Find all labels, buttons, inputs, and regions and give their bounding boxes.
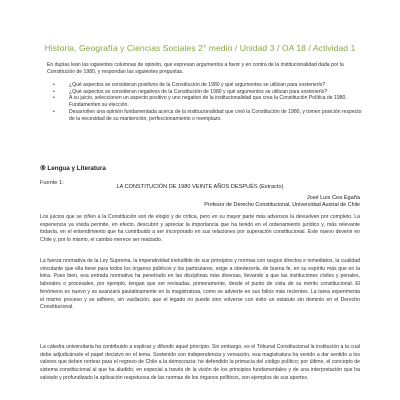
article-title: LA CONSTITUCIÓN DE 1980 VEINTE AÑOS DESPUÉS (Extracto) bbox=[116, 184, 284, 190]
activity-instructions: En duplas lean las siguientes columnas de opinión, que expresan argumentos a favor y en contra de la institucionalidad dada por la Constitución de 1980, y respondan las siguientes preguntas. bbox=[47, 62, 344, 75]
question-text: ¿Qué aspectos se consideran positivos de la Constitución de 1980 y qué argumentos se utilizan para sostenerlo? bbox=[69, 82, 326, 88]
author-name: José Luis Cea Egaña bbox=[306, 195, 360, 201]
page-title: Historia, Geografía y Ciencias Sociales 2° medio / Unidad 3 / OA 18 / Actividad 1 bbox=[44, 43, 356, 53]
bullet-icon: • bbox=[53, 108, 55, 115]
list-item bbox=[53, 89, 365, 96]
question-text: ¿Qué aspectos se consideran negativos de la Constitución de 1980 y qué argumentos se utilizan para sostenerlo? bbox=[69, 88, 328, 95]
bullet-icon: • bbox=[53, 88, 55, 95]
list-item bbox=[53, 95, 365, 108]
article-paragraph: La cátedra universitaria ha contribuido a explicar y difundir aquel principio. Sin embargo, es el Tribunal Constitucional la institución a la cual debe adjudicársele el papel decisivo en el tema. Sostenido con independencia y versación, esa magistratura ha venido a dar sentido a los valores que deben nortear para el regreso de Chile a la democracia: he defendido la primacía del código político; por último, el concepto de sistema constitucional al que ha aludido, en especial a través de la visión de los principios fundamentales y de una interpretación que ha salvado y profundizado la aplicación respetuosa de las normas de los órganos políticos, son ejemplos de sus aportes. bbox=[40, 344, 360, 381]
author-role: Profesor de Derecho Constitucional, Universidad Austral de Chile bbox=[204, 202, 360, 208]
bullet-icon: • bbox=[53, 95, 55, 102]
article-paragraph: La fuerza normativa de la Ley Suprema, la imperatividad ineludible de sus principios y normas con rasgos directos e inmediatos, la cualidad vinculante que ella tiene para todos los órganos públicos y los particulares, exige a obedecerla, de buena fe, en su espíritu más que en la letra. Pues bien, esa entrada normativa ha penetrado en las disciplinas más diversas, llevando a que las instituciones civiles y penales, laborales o procesales, por ejemplo, tengan que ser revisadas, primeramente, desde el punto de vista de su mérito constitucional. El fenómeno es nuevo y se avanzará paulatinamente en la magistratura, como se advierte en sus fallos más recientes. La tarea experimenta el mismo proceso y se adhiere, sin vacilación, que el legado no puede sino volverse con éxito un estatuto sin dominio en el Derecho Constitucional. bbox=[40, 258, 360, 311]
source-label: Fuente 1: bbox=[40, 180, 64, 186]
bullet-icon: • bbox=[53, 82, 55, 88]
list-item bbox=[53, 109, 365, 122]
article-paragraph: Los juicios que se ciñen a la Constitución son de elogio y de crítica, pero en su mayor parte más adversos la devuelven por completo. La experiencia ya vivida permite, en efecto, descubrir y apreciar la importancia que ha tenido en el ordenamiento jurídico y, más relevante todavía, en el entendimiento que ha contribuido a ser incorporado en sus relaciones por superación constitucional. Este nuevo devenir en Chile y, por lo mismo, el cambio merece ser realzado. bbox=[40, 214, 360, 244]
list-item bbox=[53, 82, 365, 89]
question-list bbox=[53, 82, 365, 122]
section-title: ⑨ Lengua y Literatura bbox=[40, 165, 106, 172]
question-text: A su juicio, seleccionen un aspecto positivo y uno negativo de la institucionalidad que crea la Constitución Política de 1980. Fundamenten su elección. bbox=[69, 95, 347, 109]
question-text: Desarrollen una opinión fundamentada acerca de la institucionalidad que creó la Constitución de 1980, y tomen posición respecto de la necesidad de su mantención, perfeccionamiento o reemplazo. bbox=[69, 108, 362, 122]
